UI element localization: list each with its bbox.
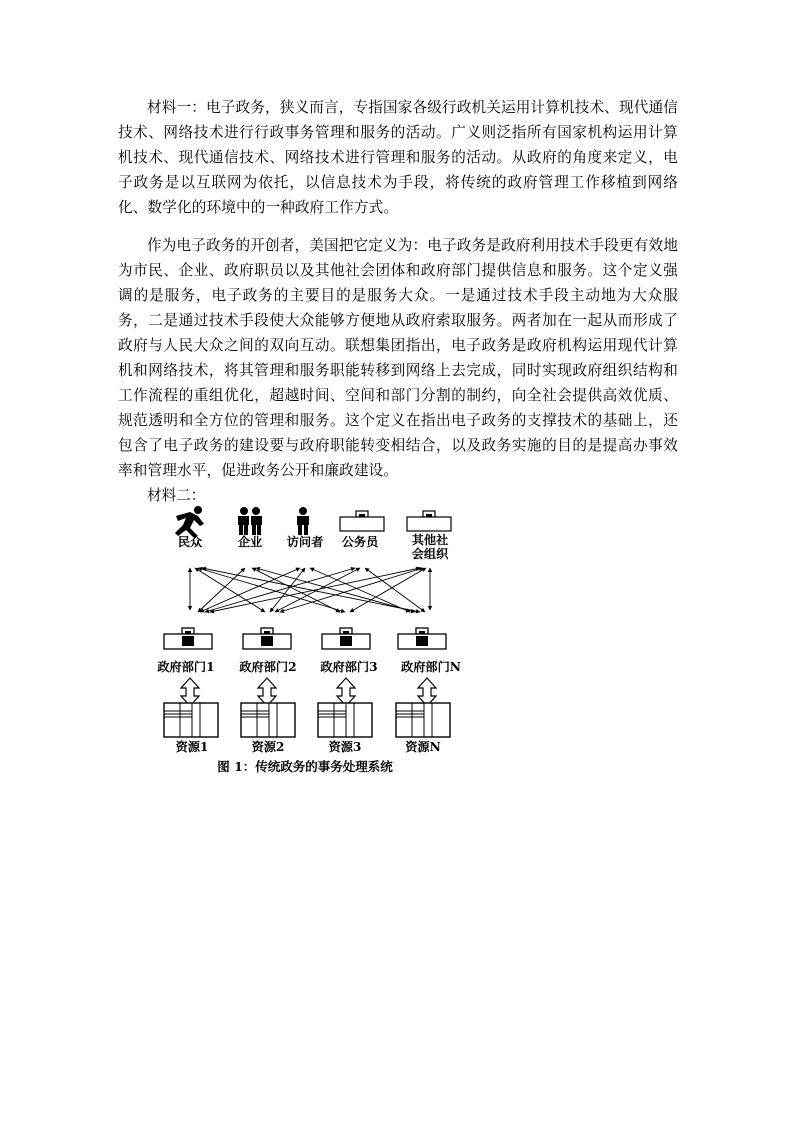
resource-label-2: 资源2: [251, 740, 285, 754]
actor-label-civil-servants: 公务员: [341, 535, 379, 549]
resource-n-cabinet-icon: [396, 703, 450, 737]
actor-label-other-line1: 其他社: [411, 533, 449, 547]
enterprise-people-icon: [238, 507, 262, 535]
social-organization-building-icon: [407, 511, 451, 531]
department-label-n: 政府部门N: [401, 660, 461, 674]
actor-label-citizens: 民众: [177, 535, 203, 549]
department-1-building-icon: [164, 628, 212, 649]
department-3-building-icon: [322, 628, 370, 649]
actor-label-other-line2: 会组织: [411, 547, 449, 561]
department-2-building-icon: [243, 628, 291, 649]
citizen-runner-icon: [175, 506, 204, 538]
figure-caption: 图 1：传统政务的事务处理系统: [217, 759, 393, 774]
resource-label-1: 资源1: [175, 740, 209, 754]
visitor-person-icon: [297, 507, 309, 535]
resource-label-n: 资源N: [405, 740, 441, 754]
traditional-government-system-diagram: [140, 500, 470, 780]
double-arrow-icon: [181, 678, 199, 706]
civil-servant-building-icon: [340, 511, 384, 531]
department-label-2: 政府部门2: [239, 660, 297, 674]
department-label-3: 政府部门3: [320, 660, 378, 674]
resource-label-3: 资源3: [328, 740, 362, 754]
actor-label-enterprises: 企业: [237, 535, 263, 549]
material-two-label: 材料二：: [147, 487, 206, 504]
resource-3-cabinet-icon: [318, 703, 372, 737]
double-arrow-icon: [258, 678, 276, 706]
double-arrow-icon: [418, 678, 436, 706]
resource-1-cabinet-icon: [164, 703, 218, 737]
material-one-continued-paragraph: 作为电子政务的开创者，美国把它定义为：电子政务是政府利用技术手段更有效地为市民、企业、政府职员以及其他社会团体和政府部门提供信息和服务。这个定义强调的是服务，电子政务的主要目的是服务大众。一是通过技术手段主动地为大众服务，二是通过技术手段使大众能够方便地从政府索取服务。两者加在一起从而形成了政府与人民大众之间的双向互动。联想集团指出，电子政务是政府机构运用现代计算机和网络技术，将其管理和服务职能转移到网络上去完成，同时实现政府组织结构和工作流程的重组优化，超越时间、空间和部门分割的制约，向全社会提供高效优质、规范透明和全方位的管理和服务。这个定义在指出电子政务的支撑技术的基础上，还包含了电子政务的建设要与政府职能转变相结合，以及政务实施的目的是提高办事效率和管理水平，促进政务公开和廉政建设。: [118, 237, 678, 479]
actor-label-visitors: 访问者: [286, 535, 324, 549]
material-one-paragraph: 材料一：电子政务，狭义而言，专指国家各级行政机关运用计算机技术、现代通信技术、网络技术进行行政事务管理和服务的活动。广义则泛指所有国家机构运用计算机技术、现代通信技术、网络技术进行管理和服务的活动。从政府的角度来定义，电子政务是以互联网为依托，以信息技术为手段，将传统的政府管理工作移植到网络化、数学化的环境中的一种政府工作方式。: [118, 99, 678, 216]
interaction-arrows: [190, 568, 430, 612]
double-arrow-icon: [337, 678, 355, 706]
resource-2-cabinet-icon: [241, 703, 295, 737]
department-label-1: 政府部门1: [157, 660, 215, 674]
department-n-building-icon: [398, 628, 446, 649]
